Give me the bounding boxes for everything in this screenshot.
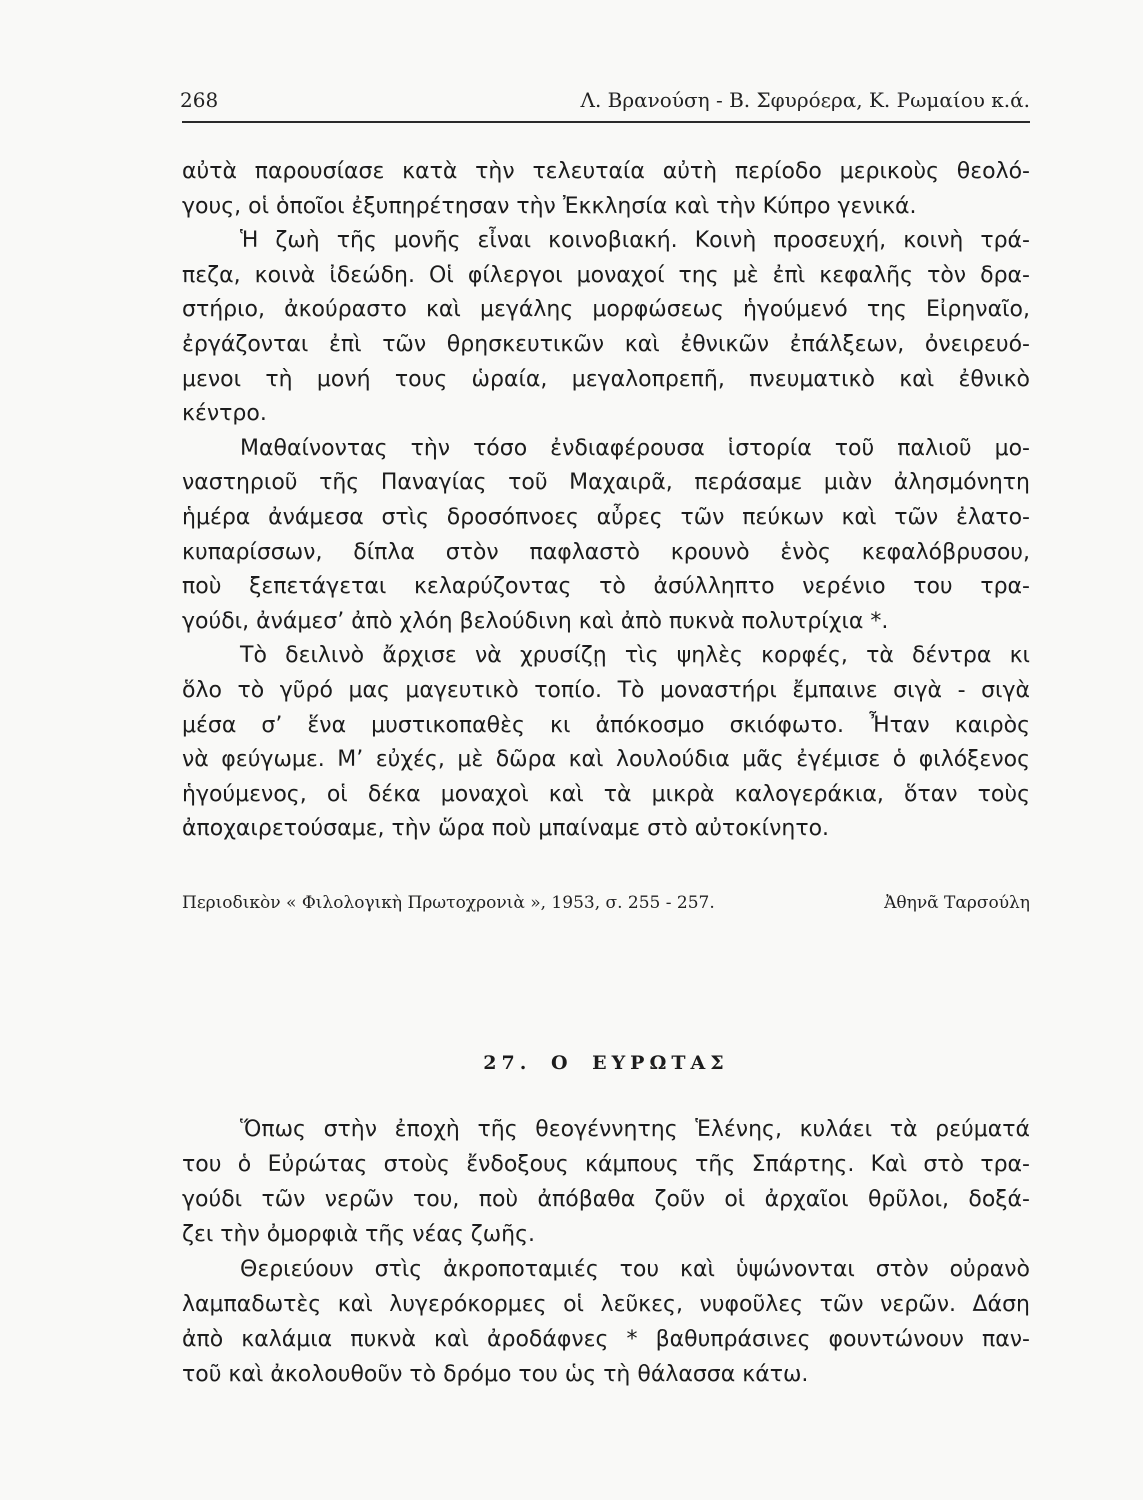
text-line: του ὁ Εὐρώτας στοὺς ἔνδοξους κάμπους τῆς Σπάρτης. Καὶ στὸ τρα- [182, 1152, 1030, 1177]
section-title: 27. Ο ΕΥΡΩΤΑΣ [483, 1052, 729, 1074]
text-line: κυπαρίσσων, δίπλα στὸν παφλαστὸ κρουνὸ ἑνὸς κεφαλόβρυσου, [182, 539, 1030, 565]
text-line: αὐτὰ παρουσίασε κατὰ τὴν τελευταία αὐτὴ περίοδο μερικοὺς θεολό- [182, 159, 1030, 184]
paragraph [182, 1112, 1030, 1252]
text-line: στήριο, ἀκούραστο καὶ μεγάλης μορφώσεως ἡγούμενό της Εἰρηναῖο, [182, 297, 1030, 323]
text-line: ἀπὸ καλάμια πυκνὰ καὶ ἀροδάφνες * βαθυπράσινες φουντώνουν παν- [182, 1327, 1030, 1352]
paragraph [182, 432, 1030, 640]
citation-author: Ἀθηνᾶ Ταρσούλη [884, 893, 1030, 913]
text-line: Θεριεύουν στὶς ἀκροποταμιές του καὶ ὑψώνονται στὸν οὐρανὸ [240, 1257, 1030, 1282]
text-line: ποὺ ξεπετάγεται κελαρύζοντας τὸ ἀσύλληπτο νερένιο του τρα- [182, 574, 1030, 600]
text-line: γούδι τῶν νερῶν του, ποὺ ἀπόβαθα ζοῦν οἱ ἀρχαῖοι θρῦλοι, δοξά- [182, 1187, 1030, 1212]
text-line: γους, οἱ ὁποῖοι ἐξυπηρέτησαν τὴν Ἐκκλησία καὶ τὴν Κύπρο γενικά. [182, 193, 917, 219]
text-line: ἡγούμενος, οἱ δέκα μοναχοὶ καὶ τὰ μικρὰ καλογεράκια, ὅταν τοὺς [182, 781, 1030, 807]
section-1-body [182, 155, 1030, 847]
paragraph [182, 1252, 1030, 1392]
text-line: ἡμέρα ἀνάμεσα στὶς δροσόπνοες αὖρες τῶν πεύκων καὶ τῶν ἐλατο- [182, 504, 1030, 530]
text-line: ζει τὴν ὀμορφιὰ τῆς νέας ζωῆς. [182, 1222, 536, 1247]
paragraph [182, 639, 1030, 847]
page-header [180, 86, 1030, 114]
running-head: Λ. Βρανούση - Β. Σφυρόερα, Κ. Ρωμαίου κ.ά. [580, 88, 1030, 112]
text-line: γούδι, ἀνάμεσ’ ἀπὸ χλόη βελούδινη καὶ ἀπὸ πυκνὰ πολυτρίχια *. [182, 608, 889, 634]
text-line: ὅλο τὸ γῦρό μας μαγευτικὸ τοπίο. Τὸ μοναστήρι ἔμπαινε σιγὰ - σιγὰ [182, 677, 1030, 703]
citation-text: Περιοδικὸν « Φιλολογικὴ Πρωτοχρονιὰ », 1953, σ. 255 - 257. [182, 893, 715, 913]
text-line: λαμπαδωτὲς καὶ λυγερόκορμες οἱ λεῦκες, νυφοῦλες τῶν νερῶν. Δάση [182, 1292, 1030, 1317]
text-line: πεζα, κοινὰ ἰδεώδη. Οἱ φίλεργοι μοναχοί της μὲ ἐπὶ κεφαλῆς τὸν δρα- [182, 262, 1030, 288]
text-line: τοῦ καὶ ἀκολουθοῦν τὸ δρόμο του ὡς τὴ θάλασσα κάτω. [182, 1362, 809, 1387]
text-line: ναστηριοῦ τῆς Παναγίας τοῦ Μαχαιρᾶ, περάσαμε μιὰν ἀλησμόνητη [182, 470, 1030, 496]
text-line: ἐργάζονται ἐπὶ τῶν θρησκευτικῶν καὶ ἐθνικῶν ἐπάλξεων, ὀνειρευό- [182, 331, 1030, 357]
page-number: 268 [180, 88, 219, 112]
text-line: κέντρο. [182, 401, 267, 427]
paragraph [182, 224, 1030, 432]
source-citation [182, 888, 1030, 918]
text-line: Μαθαίνοντας τὴν τόσο ἐνδιαφέρουσα ἱστορία τοῦ παλιοῦ μο- [240, 435, 1030, 461]
header-rule [182, 121, 1030, 123]
text-line: ἀποχαιρετούσαμε, τὴν ὥρα ποὺ μπαίναμε στὸ αὐτοκίνητο. [182, 816, 830, 842]
text-line: μέσα σ’ ἕνα μυστικοπαθὲς κι ἀπόκοσμο σκιόφωτο. Ἦταν καιρὸς [182, 712, 1030, 738]
text-line: νὰ φεύγωμε. Μ’ εὐχές, μὲ δῶρα καὶ λουλούδια μᾶς ἐγέμισε ὁ φιλόξενος [182, 747, 1030, 773]
text-line: Ὅπως στὴν ἐποχὴ τῆς θεογέννητης Ἑλένης, κυλάει τὰ ρεύματά [240, 1117, 1030, 1142]
text-line: Τὸ δειλινὸ ἄρχισε νὰ χρυσίζῃ τὶς ψηλὲς κορφές, τὰ δέντρα κι [240, 643, 1030, 669]
text-line: Ἡ ζωὴ τῆς μονῆς εἶναι κοινοβιακή. Κοινὴ προσευχή, κοινὴ τρά- [240, 228, 1030, 254]
text-line: μενοι τὴ μονή τους ὡραία, μεγαλοπρεπῆ, πνευματικὸ καὶ ἐθνικὸ [182, 366, 1030, 392]
paragraph [182, 155, 1030, 224]
section-2-body [182, 1112, 1030, 1392]
